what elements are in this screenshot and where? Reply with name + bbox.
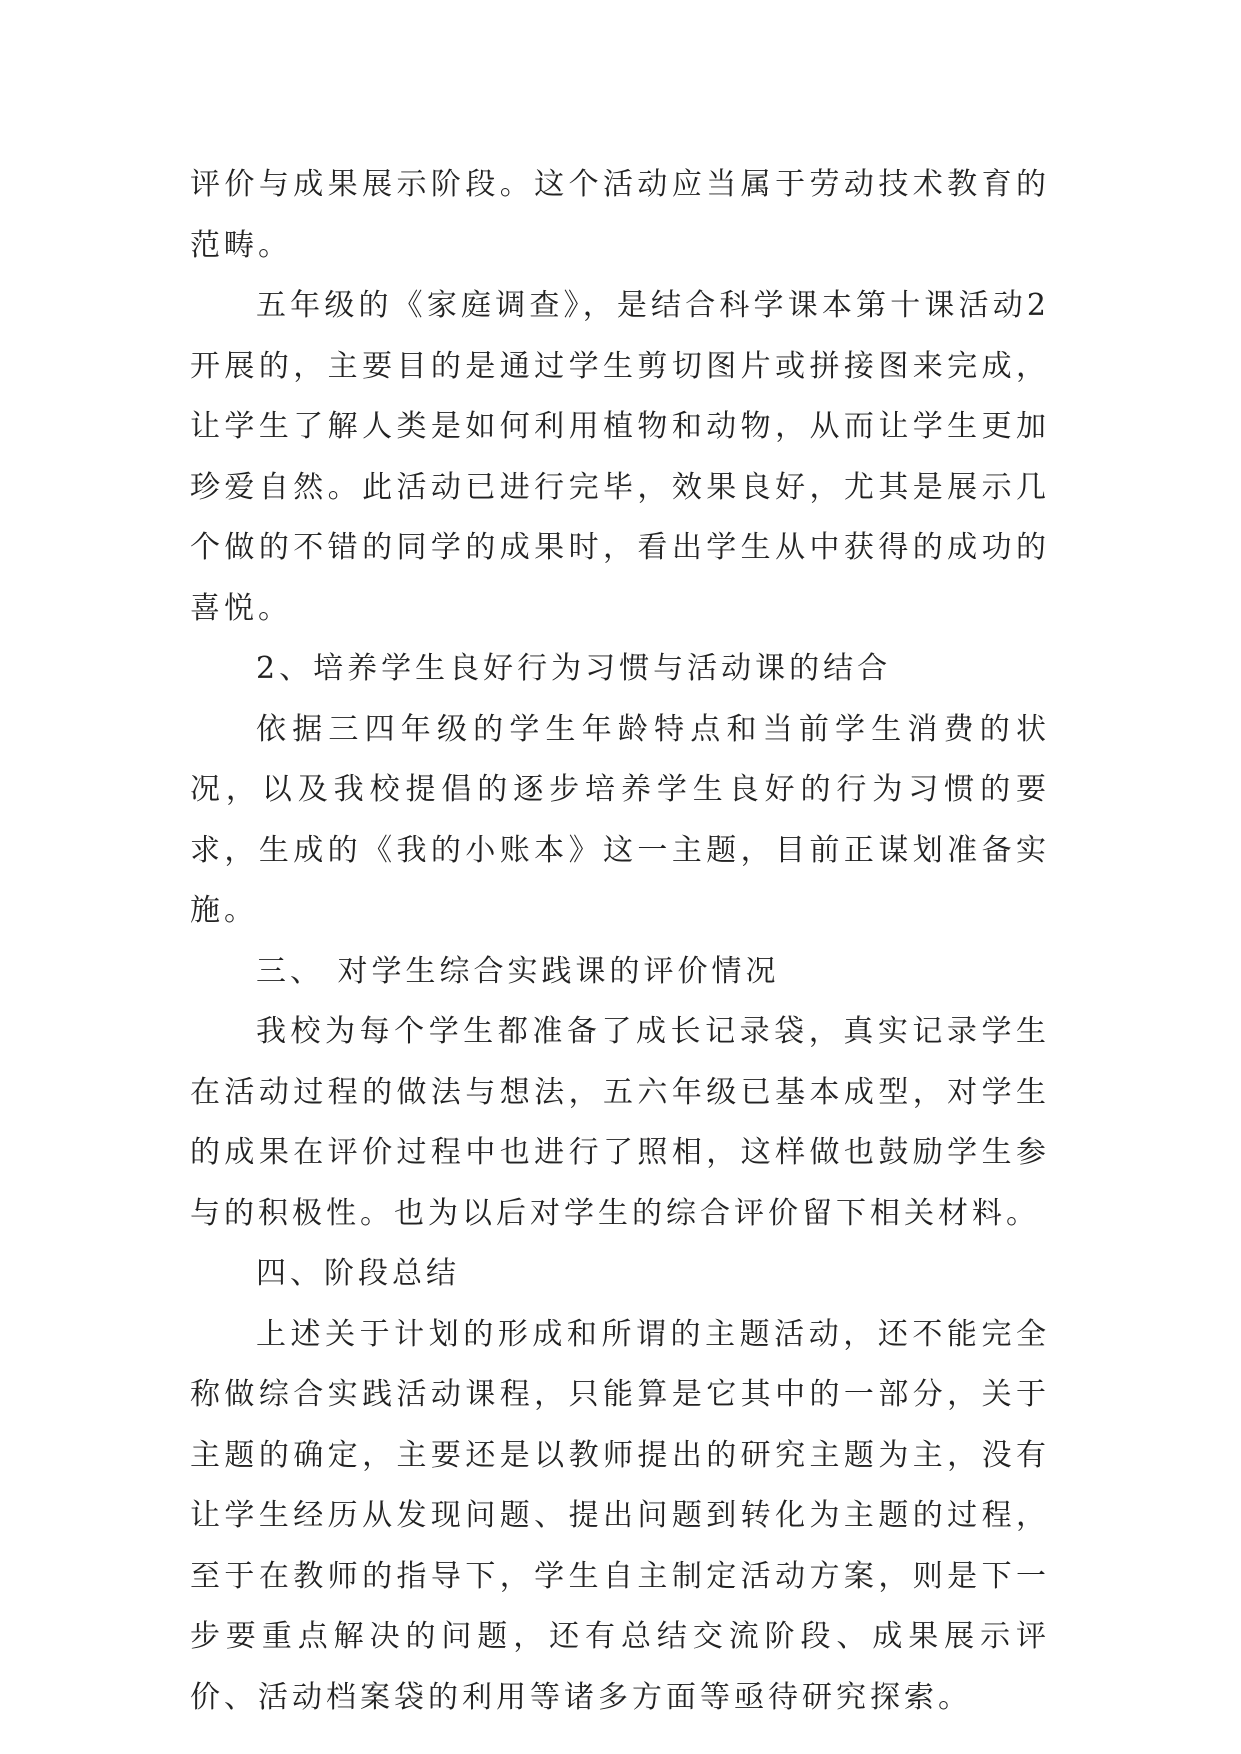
subheading-habits: 2、培养学生良好行为习惯与活动课的结合 xyxy=(256,651,892,686)
paragraph-account-book: 依据三四年级的学生年龄特点和当前学生消费的状况，以及我校提倡的逐步培养学生良好的行为习惯的要求，生成的《我的小账本》这一主题，目前正谋划准备实施。 xyxy=(190,711,1050,928)
paragraph-growth-records: 我校为每个学生都准备了成长记录袋，真实记录学生在活动过程的做法与想法，五六年级已基本成型，对学生的成果在评价过程中也进行了照相，这样做也鼓励学生参与的积极性。也为以后对学生的综合评价留下相关材料。 xyxy=(190,1014,1050,1231)
document-body xyxy=(190,155,1050,1728)
paragraph-summary: 上述关于计划的形成和所谓的主题活动，还不能完全称做综合实践活动课程，只能算是它其中的一部分，关于主题的确定，主要还是以教师提出的研究主题为主，没有让学生经历从发现问题、提出问题到转化为主题的过程，至于在教师的指导下，学生自主制定活动方案，则是下一步要重点解决的问题，还有总结交流阶段、成果展示评价、活动档案袋的利用等诸多方面等亟待研究探索。 xyxy=(190,1316,1050,1715)
paragraph-continuation: 评价与成果展示阶段。这个活动应当属于劳动技术教育的范畴。 xyxy=(190,167,1050,263)
paragraph-family-survey: 五年级的《家庭调查》，是结合科学课本第十课活动2开展的，主要目的是通过学生剪切图片或拼接图来完成，让学生了解人类是如何利用植物和动物，从而让学生更加珍爱自然。此活动已进行完毕，效果良好，尤其是展示几个做的不错的同学的成果时，看出学生从中获得的成功的喜悦。 xyxy=(190,288,1050,626)
section-heading-evaluation: 三、 对学生综合实践课的评价情况 xyxy=(256,953,780,989)
section-heading-summary: 四、阶段总结 xyxy=(256,1256,460,1291)
